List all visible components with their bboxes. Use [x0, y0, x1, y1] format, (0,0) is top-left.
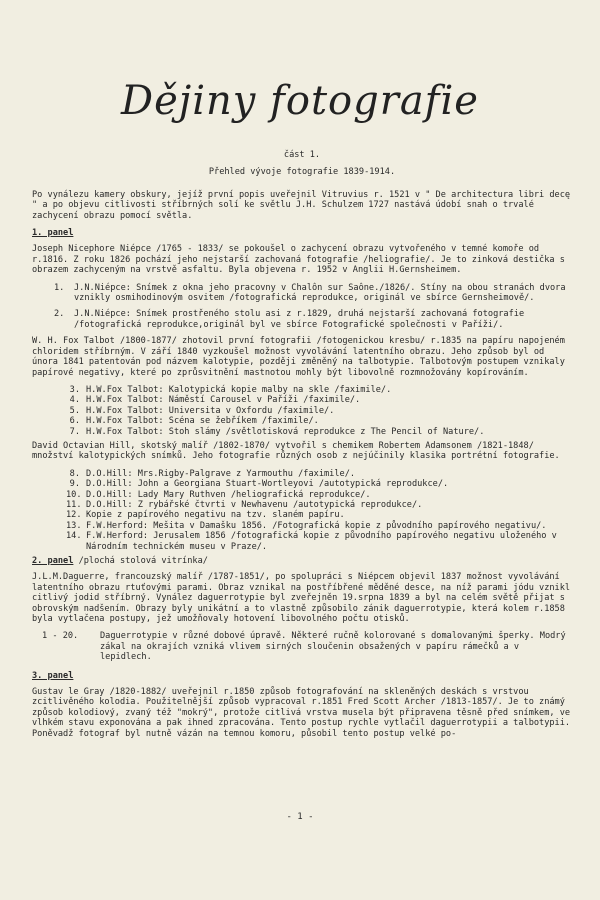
item-number: 2.: [54, 309, 65, 320]
document-subtitle: Přehled vývoje fotografie 1839-1914.: [208, 167, 396, 178]
item-text: D.O.Hill: Mrs.Rigby-Palgrave z Yarmouthu /faximile/.: [86, 468, 356, 479]
item-number: 14.: [66, 531, 82, 542]
list-item: [66, 416, 572, 426]
list-item: [66, 479, 572, 489]
list-item: [54, 283, 572, 304]
item-text: Kopie z papírového negativu na tzv. slaném papíru.: [86, 510, 345, 521]
item-number: 4.: [69, 395, 80, 406]
panel-2-heading: [32, 556, 572, 566]
item-number: 9.: [69, 479, 80, 490]
talbot-paragraph: W. H. Fox Talbot /1800-1877/ zhotovil první fotografii /fotogenickou kresbu/ r.1835 na papíru napojeném chloridem stříbrným. V září 1840 vyzkoušel možnost vyvolávání latentního obrazu. Jeho způsob byl od února 1841 patentován pod názvem kalotypie, později změněný na talbotypie. Talbotovým postupem vznikaly papírové negativy, které po zprůsvitnění mastnotou mohly být libovolně rozmnožovány kopírováním.: [32, 336, 565, 378]
panel-2-label: 2. panel: [32, 556, 74, 566]
item-number: 7.: [69, 426, 80, 437]
item-text: D.O.Hill: Lady Mary Ruthven /heliografická reprodukce/.: [86, 489, 371, 500]
item-number: 13.: [66, 520, 82, 531]
item-text: H.W.Fox Talbot: Scéna se žebříkem /faximile/.: [86, 416, 319, 427]
list-item: [66, 510, 572, 520]
item-number: 12.: [66, 510, 82, 521]
item-text: J.N.Niépce: Snímek z okna jeho pracovny v Chalôn sur Saône./1826/. Stíny na obou stranách dvora vznikly osmihodinovým osvitem /fotografická reprodukce, originál ve sbírce Gernsheimově/.: [74, 282, 566, 304]
list-item: [42, 631, 572, 662]
item-number: 5.: [69, 405, 80, 416]
legray-paragraph: Gustav le Gray /1820-1882/ uveřejnil r.1850 způsob fotografování na skleněných deskách s vrstvou zcitlivěného kolodia. Použitelnější způsob vypracoval r.1851 Fred Scott Archer /1813-1857/. Je to známý způsob kolodiový, zvaný též "mokrý", protože citlivá vrstva musela být připravena těsně před snímkem, ve vlhkém stavu exponována a pak ihned zpracována. Tento postup rychle vytlačil daguerrotypii a talbotypii. Poněvadž fotograf byl nutně vázán na temnou komoru, působil tento postup velké po-: [32, 687, 571, 739]
document-title: Dějiny fotografie: [121, 78, 479, 124]
list-item: [66, 500, 572, 510]
item-text: H.W.Fox Talbot: Stoh slámy /světlotisková reprodukce z The Pencil of Nature/.: [86, 426, 485, 437]
list-item: [66, 385, 572, 395]
niepce-paragraph: Joseph Nicephore Niépce /1765 - 1833/ se pokoušel o zachycení obrazu vytvořeného v temné komoře od r.1816. Z roku 1826 pochází jeho nejstarší zachovaná fotografie /heliografie/. Je to zinková destička s obrazem zachyceným na vrstvě asfaltu. Byla objevena r. 1952 v Anglii H.Gernsheimem.: [32, 244, 565, 276]
item-number: 1.: [54, 282, 65, 293]
panel-2-note: /plochá stolová vitrínka/: [73, 556, 208, 566]
panel-1-heading: 1. panel: [32, 228, 74, 239]
item-number: 8.: [69, 468, 80, 479]
item-number: 10.: [66, 489, 82, 500]
page-number: - 1 -: [286, 812, 314, 822]
item-number: 6.: [69, 416, 80, 427]
list-item: [66, 521, 572, 531]
item-text: H.W.Fox Talbot: Universita v Oxfordu /faximile/.: [86, 405, 335, 416]
talbot-list: [66, 385, 572, 437]
list-item: [66, 395, 572, 405]
item-number: 3.: [69, 384, 80, 395]
item-text: D.O.Hill: John a Georgiana Stuart-Wortleyovi /autotypická reprodukce/.: [86, 479, 449, 490]
list-item: [66, 531, 572, 552]
item-number: 11.: [66, 499, 82, 510]
item-text: H.W.Fox Talbot: Kalotypická kopie malby na skle /faximile/.: [86, 384, 392, 395]
item-number: 1 - 20.: [42, 631, 79, 642]
daguerre-paragraph: J.L.M.Daguerre, francouzský malíř /1787-1851/, po spolupráci s Niépcem objevil 1837 možnost vyvolávání latentního obrazu rtuťovými parami. Obraz vznikal na postříbřené měděné desce, na níž parami jódu vznikl citlivý jodid stříbrný. Vynález daguerrotypie byl zveřejněn 19.srpna 1839 a byl na celém světě přijat s obrovským nadšením. Obrazy byly unikátní a to vlastně způsobilo zánik daguerrotypie, která kolem r.1858 byla vytlačena postupy, jež umožňovaly hotovení libovolného počtu otisků.: [32, 572, 571, 625]
document-body: [32, 150, 572, 746]
item-text: F.W.Herford: Jerusalem 1856 /fotografická kopie z původního papírového negativu uloženého v Národním technickém museu v Praze/.: [86, 531, 557, 552]
list-item: [66, 469, 572, 479]
item-text: D.O.Hill: Z rybářské čtvrti v Newhavenu /autotypická reprodukce/.: [86, 499, 423, 510]
intro-paragraph: Po vynálezu kamery obskury, jejíž první popis uveřejnil Vitruvius r. 1521 v " De architectura libri decę " a po objevu citlivosti stříbrných solí ke světlu J.H. Schulzem 1727 nastává údobí snah o trvalé zachycení obrazu pomocí světla.: [32, 189, 571, 221]
item-text: H.W.Fox Talbot: Náměstí Carousel v Paříži /faximile/.: [86, 395, 361, 406]
list-item: [66, 427, 572, 437]
list-item: [66, 490, 572, 500]
list-item: [66, 406, 572, 416]
hill-list: [66, 469, 572, 552]
item-text: Daguerrotypie v různé dobové úpravě. Některé ručně kolorované s domalovanými šperky. Modrý zákal na okrajích vzniká vlivem sirných sloučenin obsažených v papíru rámečků a v lepidlech.: [100, 631, 566, 663]
item-text: F.W.Herford: Mešita v Damašku 1856. /Fotografická kopie z původního papírového negativu/.: [86, 520, 547, 531]
item-text: J.N.Niépce: Snímek prostřeného stolu asi z r.1829, druhá nejstarší zachovaná fotografie /fotografická reprodukce,originál byl ve sbírce Fotografické společnosti v Paříži/.: [74, 309, 525, 330]
hill-paragraph: David Octavian Hill, skotský malíř /1802-1870/ vytvořil s chemikem Robertem Adamsonem /1821-1848/ množství kalotypických snímků. Jeho fotografie různých osob z nejúčinily klasika portrétní fotografie.: [32, 440, 560, 462]
part-label: část 1.: [283, 150, 321, 160]
list-item: [54, 309, 572, 330]
panel-3-heading: 3. panel: [32, 670, 74, 681]
